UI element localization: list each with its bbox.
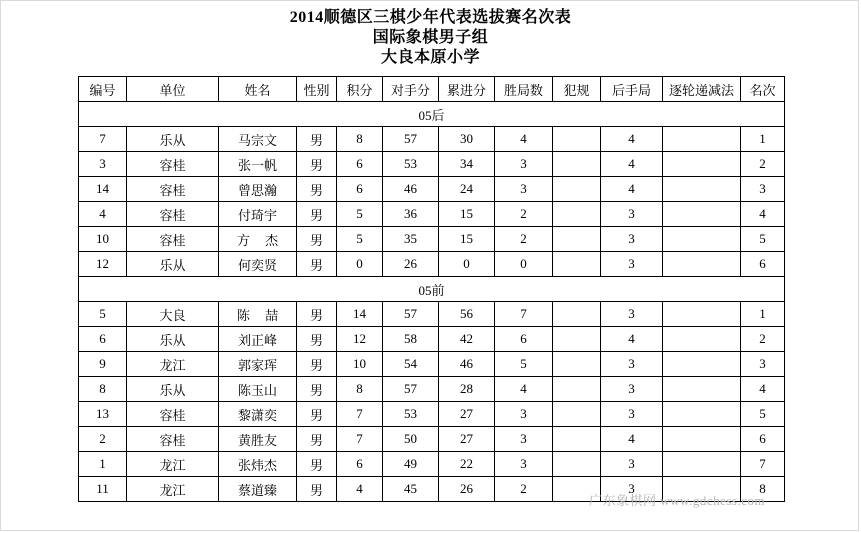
cell-rank: 4 <box>741 377 785 402</box>
cell-opponent-score: 26 <box>383 252 439 277</box>
cell-rank: 6 <box>741 252 785 277</box>
results-table <box>78 76 785 502</box>
cell-wins: 3 <box>495 427 553 452</box>
cell-score: 5 <box>337 202 383 227</box>
cell-wins: 3 <box>495 177 553 202</box>
cell-progressive <box>663 377 741 402</box>
table-row <box>79 352 785 377</box>
cell-wins: 0 <box>495 252 553 277</box>
cell-black-games: 3 <box>601 452 663 477</box>
column-header-cumulative-score: 累进分 <box>439 77 495 102</box>
cell-foul <box>553 452 601 477</box>
cell-black-games: 3 <box>601 227 663 252</box>
cell-opponent-score: 45 <box>383 477 439 502</box>
cell-progressive <box>663 127 741 152</box>
cell-score: 6 <box>337 452 383 477</box>
page-venue: 大良本原小学 <box>380 49 480 66</box>
table-row <box>79 177 785 202</box>
column-header-unit: 单位 <box>127 77 219 102</box>
cell-sex: 男 <box>297 452 337 477</box>
cell-foul <box>553 227 601 252</box>
page-title: 2014顺德区三棋少年代表选拔赛名次表 <box>289 9 572 26</box>
column-header-black-games: 后手局 <box>601 77 663 102</box>
cell-cumulative-score: 34 <box>439 152 495 177</box>
cell-score: 8 <box>337 377 383 402</box>
cell-black-games: 3 <box>601 252 663 277</box>
cell-name: 何奕贤 <box>219 252 297 277</box>
cell-name: 黄胜友 <box>219 427 297 452</box>
cell-progressive <box>663 227 741 252</box>
cell-foul <box>553 252 601 277</box>
cell-opponent-score: 57 <box>383 127 439 152</box>
cell-progressive <box>663 202 741 227</box>
cell-name: 刘正峰 <box>219 327 297 352</box>
table-group-row <box>79 277 785 302</box>
cell-opponent-score: 58 <box>383 327 439 352</box>
column-header-rank: 名次 <box>741 77 785 102</box>
cell-unit: 容桂 <box>127 202 219 227</box>
cell-unit: 容桂 <box>127 177 219 202</box>
cell-name: 方 杰 <box>219 227 297 252</box>
cell-opponent-score: 35 <box>383 227 439 252</box>
cell-cumulative-score: 15 <box>439 227 495 252</box>
cell-no: 10 <box>79 227 127 252</box>
cell-cumulative-score: 30 <box>439 127 495 152</box>
cell-no: 6 <box>79 327 127 352</box>
cell-foul <box>553 127 601 152</box>
cell-foul <box>553 377 601 402</box>
cell-rank: 7 <box>741 452 785 477</box>
cell-no: 11 <box>79 477 127 502</box>
column-header-opponent-score: 对手分 <box>383 77 439 102</box>
cell-score: 14 <box>337 302 383 327</box>
cell-unit: 乐从 <box>127 127 219 152</box>
cell-sex: 男 <box>297 427 337 452</box>
cell-black-games: 3 <box>601 352 663 377</box>
cell-cumulative-score: 26 <box>439 477 495 502</box>
cell-unit: 龙江 <box>127 452 219 477</box>
cell-unit: 乐从 <box>127 327 219 352</box>
cell-score: 5 <box>337 227 383 252</box>
cell-progressive <box>663 302 741 327</box>
cell-rank: 5 <box>741 227 785 252</box>
cell-foul <box>553 327 601 352</box>
cell-sex: 男 <box>297 252 337 277</box>
table-row <box>79 402 785 427</box>
table-row <box>79 302 785 327</box>
cell-sex: 男 <box>297 477 337 502</box>
cell-progressive <box>663 427 741 452</box>
column-header-name: 姓名 <box>219 77 297 102</box>
cell-no: 7 <box>79 127 127 152</box>
cell-sex: 男 <box>297 127 337 152</box>
table-row <box>79 227 785 252</box>
cell-opponent-score: 54 <box>383 352 439 377</box>
cell-no: 1 <box>79 452 127 477</box>
cell-unit: 容桂 <box>127 227 219 252</box>
cell-opponent-score: 57 <box>383 302 439 327</box>
table-row <box>79 252 785 277</box>
cell-cumulative-score: 28 <box>439 377 495 402</box>
cell-no: 13 <box>79 402 127 427</box>
cell-foul <box>553 352 601 377</box>
cell-cumulative-score: 42 <box>439 327 495 352</box>
cell-foul <box>553 402 601 427</box>
cell-progressive <box>663 402 741 427</box>
cell-wins: 2 <box>495 202 553 227</box>
cell-score: 8 <box>337 127 383 152</box>
cell-black-games: 3 <box>601 477 663 502</box>
cell-cumulative-score: 24 <box>439 177 495 202</box>
cell-foul <box>553 202 601 227</box>
cell-name: 付琦宇 <box>219 202 297 227</box>
cell-name: 曾思瀚 <box>219 177 297 202</box>
cell-wins: 2 <box>495 227 553 252</box>
cell-cumulative-score: 56 <box>439 302 495 327</box>
cell-sex: 男 <box>297 227 337 252</box>
cell-opponent-score: 36 <box>383 202 439 227</box>
table-row <box>79 427 785 452</box>
cell-sex: 男 <box>297 152 337 177</box>
cell-no: 8 <box>79 377 127 402</box>
cell-cumulative-score: 15 <box>439 202 495 227</box>
cell-unit: 乐从 <box>127 252 219 277</box>
column-header-foul: 犯规 <box>553 77 601 102</box>
cell-black-games: 4 <box>601 427 663 452</box>
cell-rank: 1 <box>741 302 785 327</box>
cell-wins: 7 <box>495 302 553 327</box>
cell-sex: 男 <box>297 177 337 202</box>
cell-rank: 3 <box>741 352 785 377</box>
table-row <box>79 452 785 477</box>
cell-progressive <box>663 452 741 477</box>
cell-progressive <box>663 352 741 377</box>
group-label: 05前 <box>79 277 785 302</box>
cell-progressive <box>663 177 741 202</box>
cell-rank: 4 <box>741 202 785 227</box>
table-group-row <box>79 102 785 127</box>
cell-score: 6 <box>337 152 383 177</box>
cell-name: 郭家珲 <box>219 352 297 377</box>
cell-wins: 4 <box>495 377 553 402</box>
cell-rank: 2 <box>741 327 785 352</box>
page-subtitle: 国际象棋男子组 <box>372 29 489 46</box>
cell-wins: 4 <box>495 127 553 152</box>
cell-cumulative-score: 27 <box>439 427 495 452</box>
table-body <box>79 102 785 502</box>
table-row <box>79 327 785 352</box>
cell-sex: 男 <box>297 377 337 402</box>
column-header-sex: 性别 <box>297 77 337 102</box>
cell-opponent-score: 57 <box>383 377 439 402</box>
cell-score: 0 <box>337 252 383 277</box>
cell-score: 10 <box>337 352 383 377</box>
cell-wins: 3 <box>495 452 553 477</box>
cell-score: 12 <box>337 327 383 352</box>
cell-wins: 5 <box>495 352 553 377</box>
cell-unit: 容桂 <box>127 402 219 427</box>
cell-black-games: 3 <box>601 202 663 227</box>
cell-black-games: 4 <box>601 152 663 177</box>
cell-unit: 乐从 <box>127 377 219 402</box>
cell-rank: 3 <box>741 177 785 202</box>
cell-unit: 容桂 <box>127 152 219 177</box>
cell-wins: 2 <box>495 477 553 502</box>
cell-foul <box>553 302 601 327</box>
cell-sex: 男 <box>297 202 337 227</box>
cell-black-games: 3 <box>601 377 663 402</box>
cell-wins: 3 <box>495 152 553 177</box>
cell-unit: 龙江 <box>127 352 219 377</box>
document-title-block <box>0 8 861 68</box>
group-label: 05后 <box>79 102 785 127</box>
cell-no: 2 <box>79 427 127 452</box>
cell-opponent-score: 53 <box>383 402 439 427</box>
table-row <box>79 202 785 227</box>
cell-sex: 男 <box>297 352 337 377</box>
column-header-wins: 胜局数 <box>495 77 553 102</box>
cell-unit: 容桂 <box>127 427 219 452</box>
cell-wins: 6 <box>495 327 553 352</box>
cell-rank: 5 <box>741 402 785 427</box>
cell-progressive <box>663 252 741 277</box>
column-header-no: 编号 <box>79 77 127 102</box>
column-header-progressive: 逐轮递减法 <box>663 77 741 102</box>
cell-no: 9 <box>79 352 127 377</box>
cell-rank: 1 <box>741 127 785 152</box>
table-row <box>79 152 785 177</box>
results-table-container <box>78 76 783 502</box>
cell-progressive <box>663 152 741 177</box>
cell-opponent-score: 49 <box>383 452 439 477</box>
cell-no: 4 <box>79 202 127 227</box>
cell-foul <box>553 427 601 452</box>
cell-foul <box>553 152 601 177</box>
cell-sex: 男 <box>297 327 337 352</box>
column-header-score: 积分 <box>337 77 383 102</box>
cell-opponent-score: 46 <box>383 177 439 202</box>
cell-black-games: 4 <box>601 177 663 202</box>
cell-black-games: 3 <box>601 402 663 427</box>
cell-wins: 3 <box>495 402 553 427</box>
cell-cumulative-score: 46 <box>439 352 495 377</box>
cell-score: 7 <box>337 427 383 452</box>
watermark: 广东象棋网 www.gdchess.com <box>589 493 766 508</box>
cell-name: 陈玉山 <box>219 377 297 402</box>
cell-foul <box>553 177 601 202</box>
cell-rank: 2 <box>741 152 785 177</box>
cell-name: 张炜杰 <box>219 452 297 477</box>
cell-name: 张一帆 <box>219 152 297 177</box>
table-row <box>79 127 785 152</box>
cell-no: 12 <box>79 252 127 277</box>
cell-score: 6 <box>337 177 383 202</box>
cell-rank: 8 <box>741 477 785 502</box>
cell-name: 马宗文 <box>219 127 297 152</box>
cell-name: 黎潇奕 <box>219 402 297 427</box>
cell-opponent-score: 50 <box>383 427 439 452</box>
cell-sex: 男 <box>297 302 337 327</box>
cell-no: 14 <box>79 177 127 202</box>
cell-score: 7 <box>337 402 383 427</box>
cell-progressive <box>663 327 741 352</box>
table-header-row <box>79 77 785 102</box>
cell-cumulative-score: 27 <box>439 402 495 427</box>
cell-cumulative-score: 0 <box>439 252 495 277</box>
cell-rank: 6 <box>741 427 785 452</box>
cell-unit: 龙江 <box>127 477 219 502</box>
cell-no: 5 <box>79 302 127 327</box>
cell-black-games: 3 <box>601 302 663 327</box>
cell-black-games: 4 <box>601 127 663 152</box>
cell-no: 3 <box>79 152 127 177</box>
cell-opponent-score: 53 <box>383 152 439 177</box>
table-row <box>79 377 785 402</box>
cell-cumulative-score: 22 <box>439 452 495 477</box>
cell-name: 蔡道臻 <box>219 477 297 502</box>
cell-sex: 男 <box>297 402 337 427</box>
cell-score: 4 <box>337 477 383 502</box>
cell-black-games: 4 <box>601 327 663 352</box>
cell-unit: 大良 <box>127 302 219 327</box>
table-header <box>79 77 785 102</box>
cell-name: 陈 喆 <box>219 302 297 327</box>
